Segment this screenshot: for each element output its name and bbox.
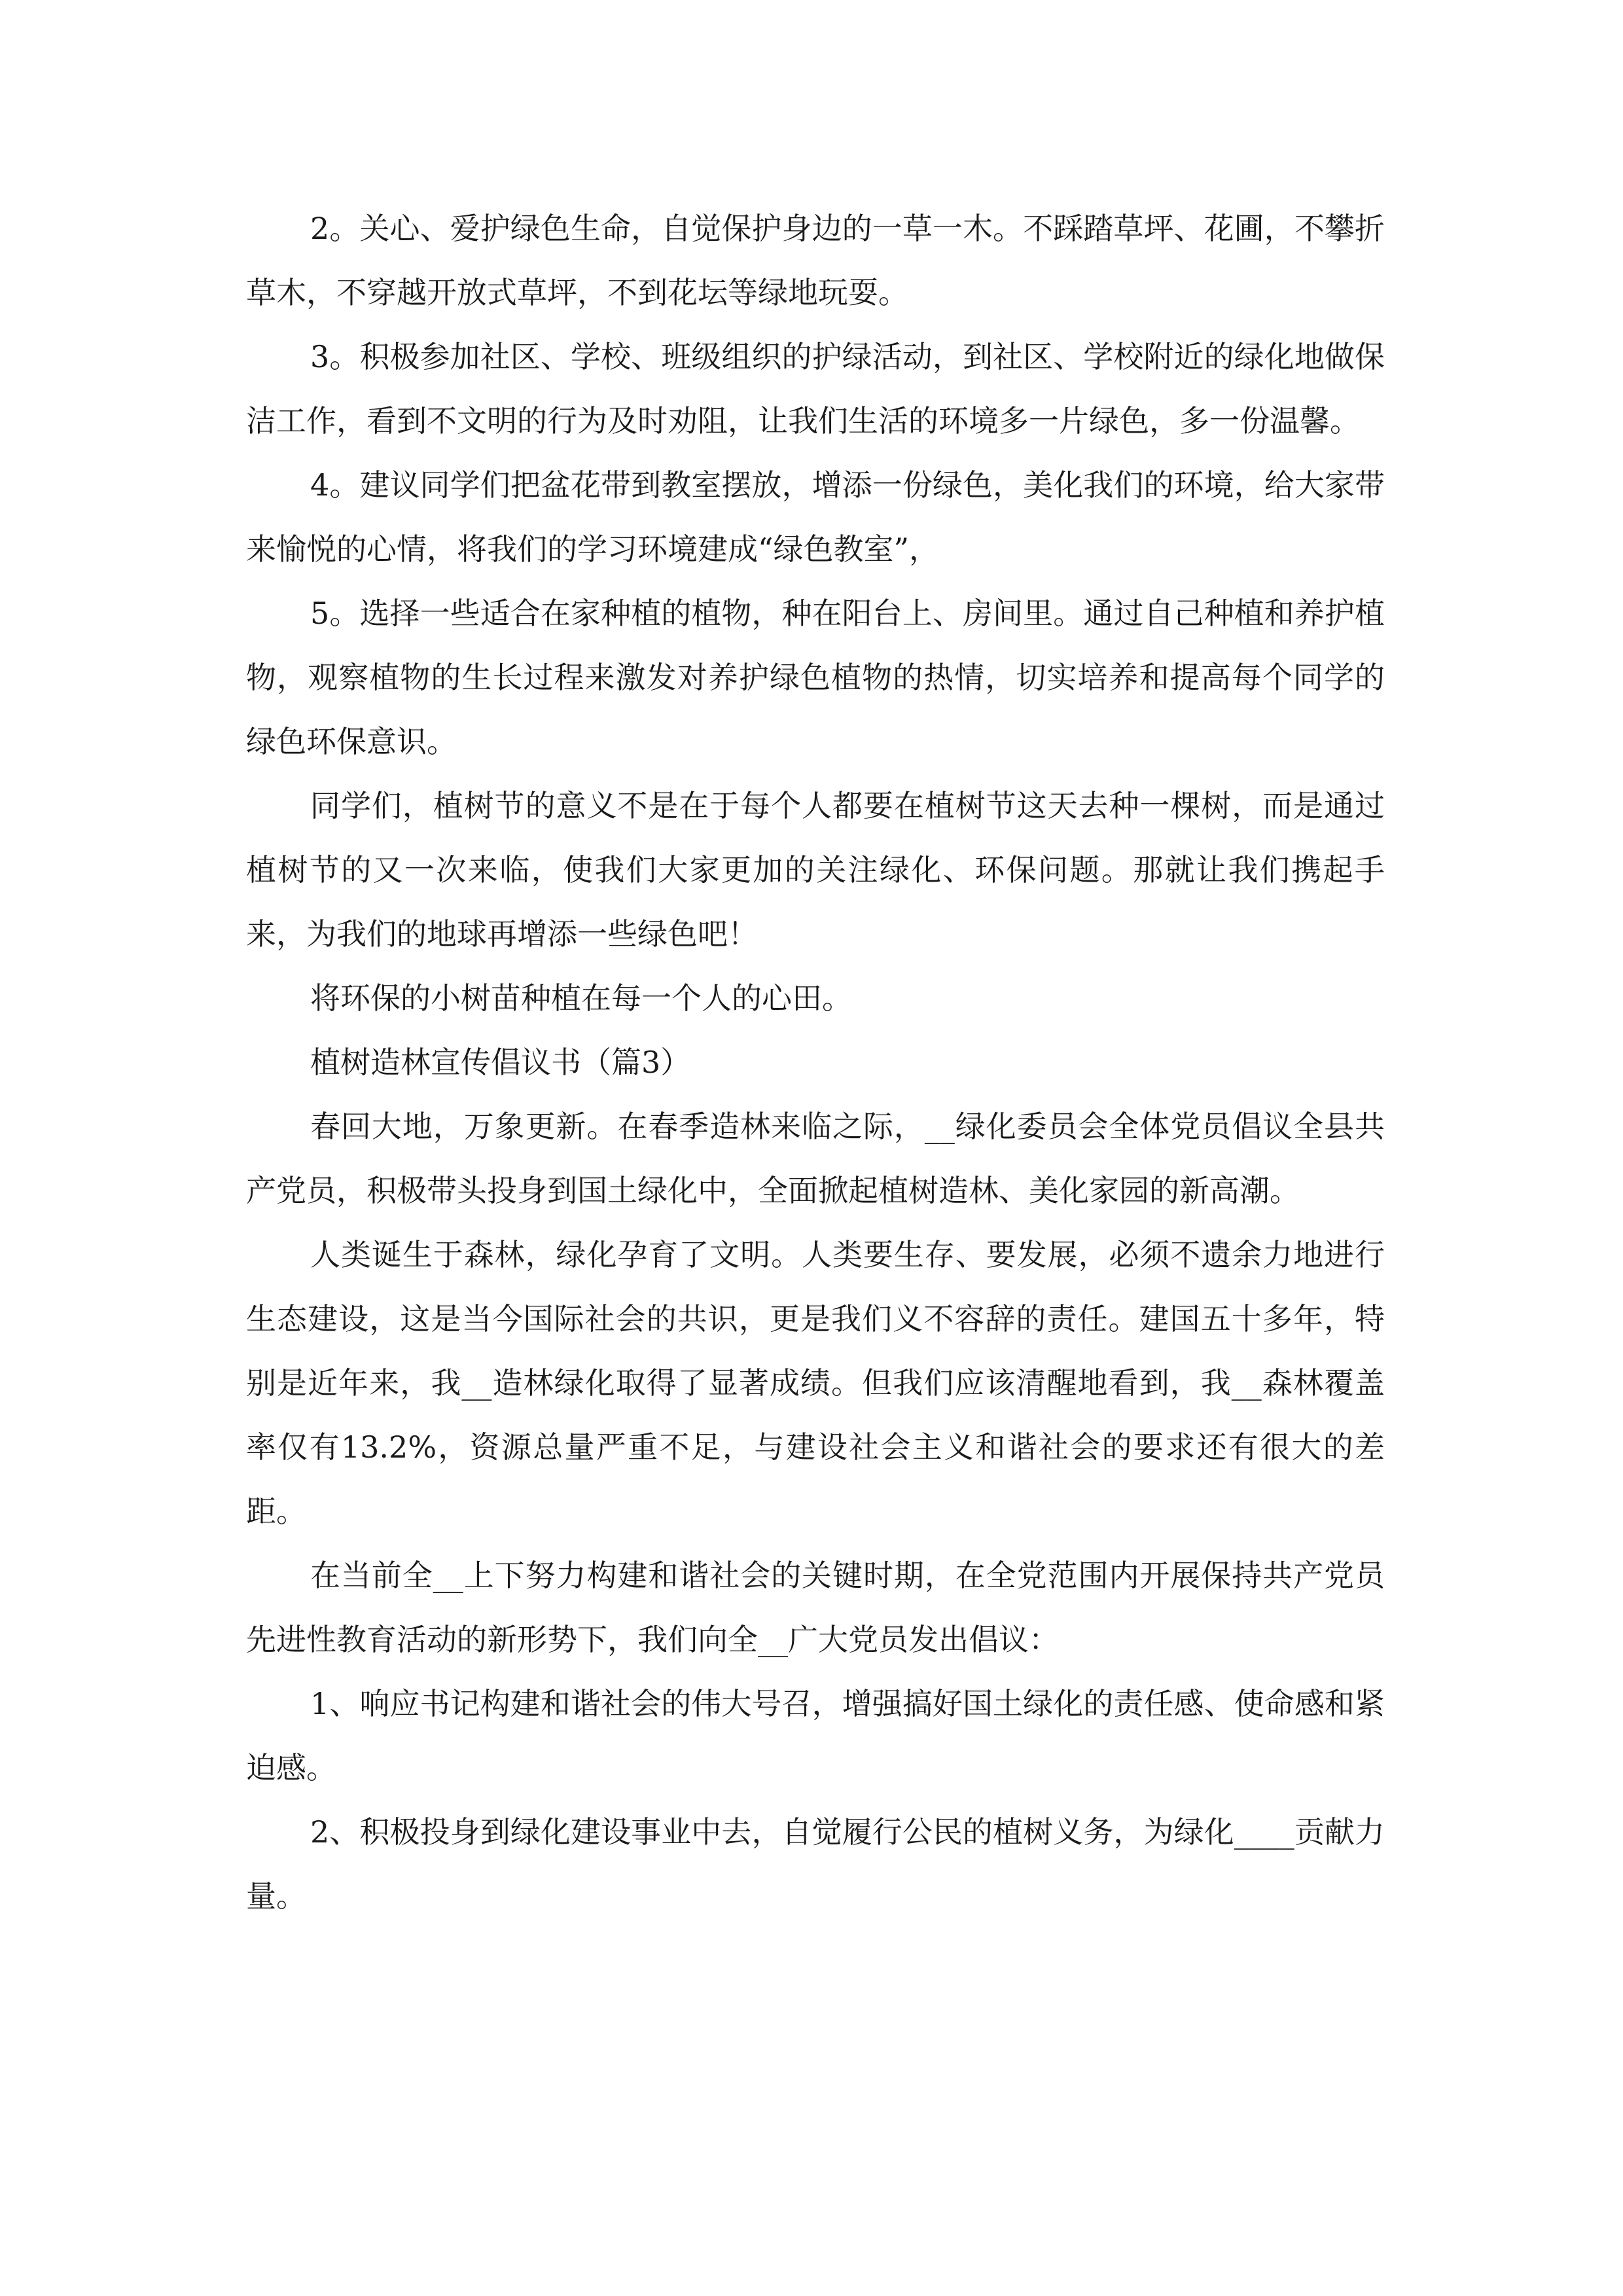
paragraph-item-2-participate: 2、积极投身到绿化建设事业中去，自觉履行公民的植树义务，为绿化____贡献力量。	[246, 1814, 1385, 1914]
paragraph-item-1-respond: 1、响应书记构建和谐社会的伟大号召，增强搞好国土绿化的责任感、使命感和紧迫感。	[246, 1686, 1385, 1785]
paragraph-item-4-green-classroom: 4。建议同学们把盆花带到教室摆放，增添一份绿色，美化我们的环境，给大家带来愉悦的心情，将我们的学习环境建成“绿色教室”，	[246, 467, 1385, 567]
paragraph-classmates-call: 同学们，植树节的意义不是在于每个人都要在植树节这天去种一棵树，而是通过植树节的又一次来临，使我们大家更加的关注绿化、环保问题。那就让我们携起手来，为我们的地球再增添一些绿色吧！	[246, 788, 1385, 952]
paragraph-closing-line: 将环保的小树苗种植在每一个人的心田。	[310, 980, 852, 1016]
paragraph-item-3-protect-green: 3。积极参加社区、学校、班级组织的护绿活动，到社区、学校附近的绿化地做保洁工作，看到不文明的行为及时劝阻，让我们生活的环境多一片绿色，多一份温馨。	[246, 339, 1385, 439]
document-body	[246, 196, 1385, 1928]
paragraph-spring-intro: 春回大地，万象更新。在春季造林来临之际，__绿化委员会全体党员倡议全县共产党员，积极带头投身到国土绿化中，全面掀起植树造林、美化家园的新高潮。	[246, 1109, 1385, 1208]
paragraph-item-2-care-for-green: 2。关心、爱护绿色生命，自觉保护身边的一草一木。不踩踏草坪、花圃，不攀折草木，不穿越开放式草坪，不到花坛等绿地玩耍。	[246, 211, 1385, 310]
paragraph-proposal-intro: 在当前全__上下努力构建和谐社会的关键时期，在全党范围内开展保持共产党员先进性教育活动的新形势下，我们向全__广大党员发出倡议：	[246, 1558, 1385, 1657]
paragraph-item-5-home-planting: 5。选择一些适合在家种植的植物，种在阳台上、房间里。通过自己种植和养护植物，观察植物的生长过程来激发对养护绿色植物的热情，切实培养和提高每个同学的绿色环保意识。	[246, 596, 1385, 759]
paragraph-forest-civilization: 人类诞生于森林，绿化孕育了文明。人类要生存、要发展，必须不遗余力地进行生态建设，这是当今国际社会的共识，更是我们义不容辞的责任。建国五十多年，特别是近年来，我__造林绿化取得了显著成绩。但我们应该清醒地看到，我__森林覆盖率仅有13.2%，资源总量严重不足，与建设社会主义和谐社会的要求还有很大的差距。	[246, 1237, 1385, 1529]
section-heading: 植树造林宣传倡议书（篇3）	[310, 1045, 691, 1080]
